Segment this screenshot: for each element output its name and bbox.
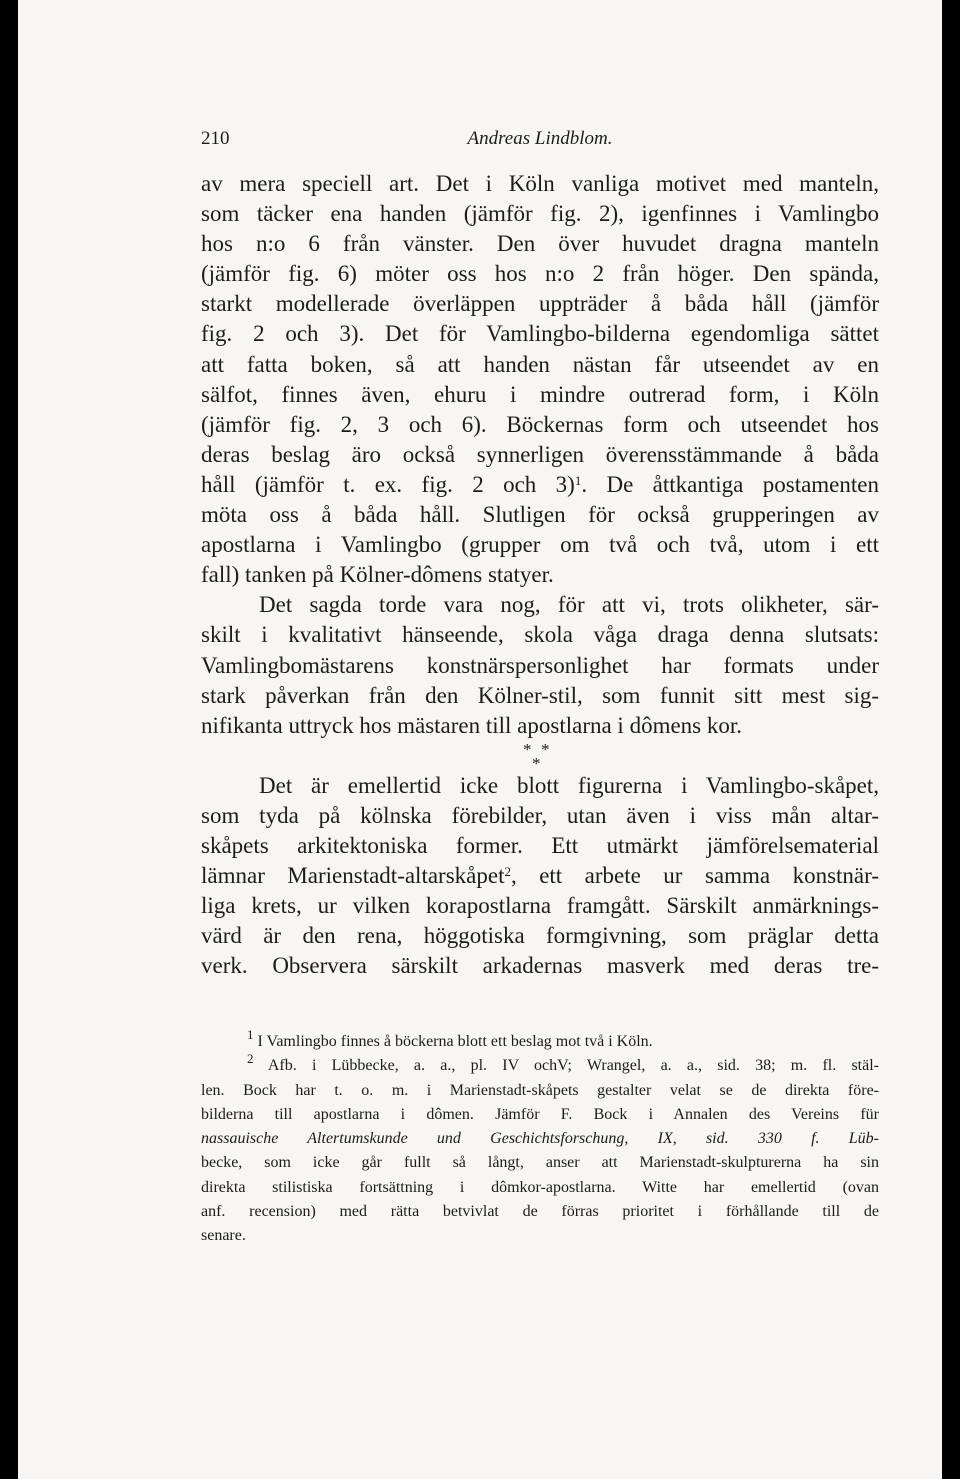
- text-line: att fatta boken, så att handen nästan får utseendet av en: [201, 351, 879, 377]
- asterisk: *: [523, 739, 532, 759]
- text-segment: håll (jämför t. ex. fig. 2 och 3): [201, 471, 575, 497]
- text-line: av mera speciell art. Det i Köln vanliga motivet med manteln,: [201, 171, 879, 196]
- page-number: 210: [201, 128, 230, 149]
- text-line: fall) tanken på Kölner-dômens statyer.: [201, 562, 554, 588]
- paragraph-start: Det är emellertid icke blott figurerna i Vamlingbo-skåpet,: [259, 772, 879, 798]
- text-line: skåpets arkitektoniska former. Ett utmärkt jämförelsematerial: [201, 832, 879, 858]
- text-line: verk. Observera särskilt arkadernas masverk med deras tre-: [201, 953, 879, 979]
- footnote-line: len. Bock har t. o. m. i Marienstadt-skåpets gestalter velat se de direkta före-: [201, 1081, 879, 1099]
- text-line: apostlarna i Vamlingbo (grupper om två och två, utom i ett: [201, 532, 879, 558]
- footnote-1: [201, 1030, 879, 1054]
- footnote-marker: 2: [247, 1054, 254, 1067]
- footnote-ref-1: 1: [574, 472, 582, 488]
- body-text: [201, 169, 879, 981]
- asterisk: *: [541, 739, 550, 759]
- footnote-2: [201, 1054, 879, 1078]
- text-line: sälfot, finnes även, ehuru i mindre outrerad form, i Köln: [201, 381, 879, 407]
- book-page: [18, 0, 942, 1479]
- asterisk: *: [532, 753, 541, 773]
- footnote-text: Afb. i Lübbecke, a. a., pl. IV ochV; Wrangel, a. a., sid. 38; m. fl. stäl-: [267, 1057, 879, 1075]
- text-line: nifikanta uttryck hos mästaren till apostlarna i dômens kor.: [201, 712, 743, 738]
- text-line: stark påverkan från den Kölner-stil, som funnit sitt mest sig-: [201, 682, 879, 708]
- text-line: Vamlingbomästarens konstnärspersonlighet har formats under: [201, 652, 879, 678]
- text-line: hos n:o 6 från vänster. Den över huvudet dragna manteln: [201, 231, 879, 257]
- text-line: starkt modellerade överläppen uppträder å båda håll (jämför: [201, 291, 879, 317]
- footnote-text: I Vamlingbo finnes å böckerna blott ett beslag mot två i Köln.: [257, 1033, 653, 1050]
- text-segment: , ett arbete ur samma konstnär-: [510, 863, 879, 889]
- text-line: fig. 2 och 3). Det för Vamlingbo-bilderna egendomliga sättet: [201, 321, 879, 347]
- footnote-ref-2: 2: [504, 864, 511, 880]
- footnote-line: anf. recension) med rätta betvivlat de förras prioritet i förhållande till de: [201, 1203, 879, 1221]
- footnotes: [201, 1030, 879, 1249]
- footnote-line: bilderna till apostlarna i dômen. Jämför F. Bock i Annalen des Vereins für: [201, 1105, 879, 1123]
- footnote-line: senare.: [201, 1227, 246, 1245]
- footnote-line: nassauische Altertumskunde und Geschichtsforschung, IX, sid. 330 f. Lüb-: [201, 1130, 879, 1148]
- footnote-marker: 1: [247, 1030, 254, 1042]
- text-line: skilt i kvalitativt hänseende, skola våga draga denna slutsats:: [201, 622, 879, 648]
- paragraph-start: Det sagda torde vara nog, för att vi, trots olikheter, sär-: [259, 592, 879, 618]
- text-line-with-footnote-ref: [201, 470, 879, 500]
- page-header: [201, 128, 879, 154]
- text-line-with-footnote-ref: [201, 861, 879, 891]
- footnote-line: becke, som icke går fullt så långt, anser att Marienstadt-skulpturerna ha sin: [201, 1154, 879, 1172]
- text-line: liga krets, ur vilken korapostlarna framgått. Särskilt anmärknings-: [201, 893, 879, 919]
- running-head: Andreas Lindblom.: [467, 128, 613, 149]
- text-line: (jämför fig. 2, 3 och 6). Böckernas form och utseendet hos: [201, 411, 879, 437]
- text-line: deras beslag äro också synnerligen överensstämmande å båda: [201, 441, 879, 467]
- text-line: som tyda på kölnska förebilder, utan även i viss mån altar-: [201, 802, 879, 828]
- footnote-line: direkta stilistiska fortsättning i dômkor-apostlarna. Witte har emellertid (ovan: [201, 1178, 879, 1196]
- text-line: (jämför fig. 6) möter oss hos n:o 2 från höger. Den spända,: [201, 261, 879, 287]
- text-line: värd är den rena, höggotiska formgivning, som präglar detta: [201, 923, 879, 949]
- section-break-asterisks: [201, 739, 879, 773]
- text-segment: lämnar Marienstadt-altarskåpet: [201, 863, 505, 889]
- text-line: möta oss å båda håll. Slutligen för också grupperingen av: [201, 502, 879, 528]
- text-line: som täcker ena handen (jämför fig. 2), igenfinnes i Vamlingbo: [201, 201, 879, 227]
- text-segment: . De åttkantiga postamenten: [581, 471, 879, 497]
